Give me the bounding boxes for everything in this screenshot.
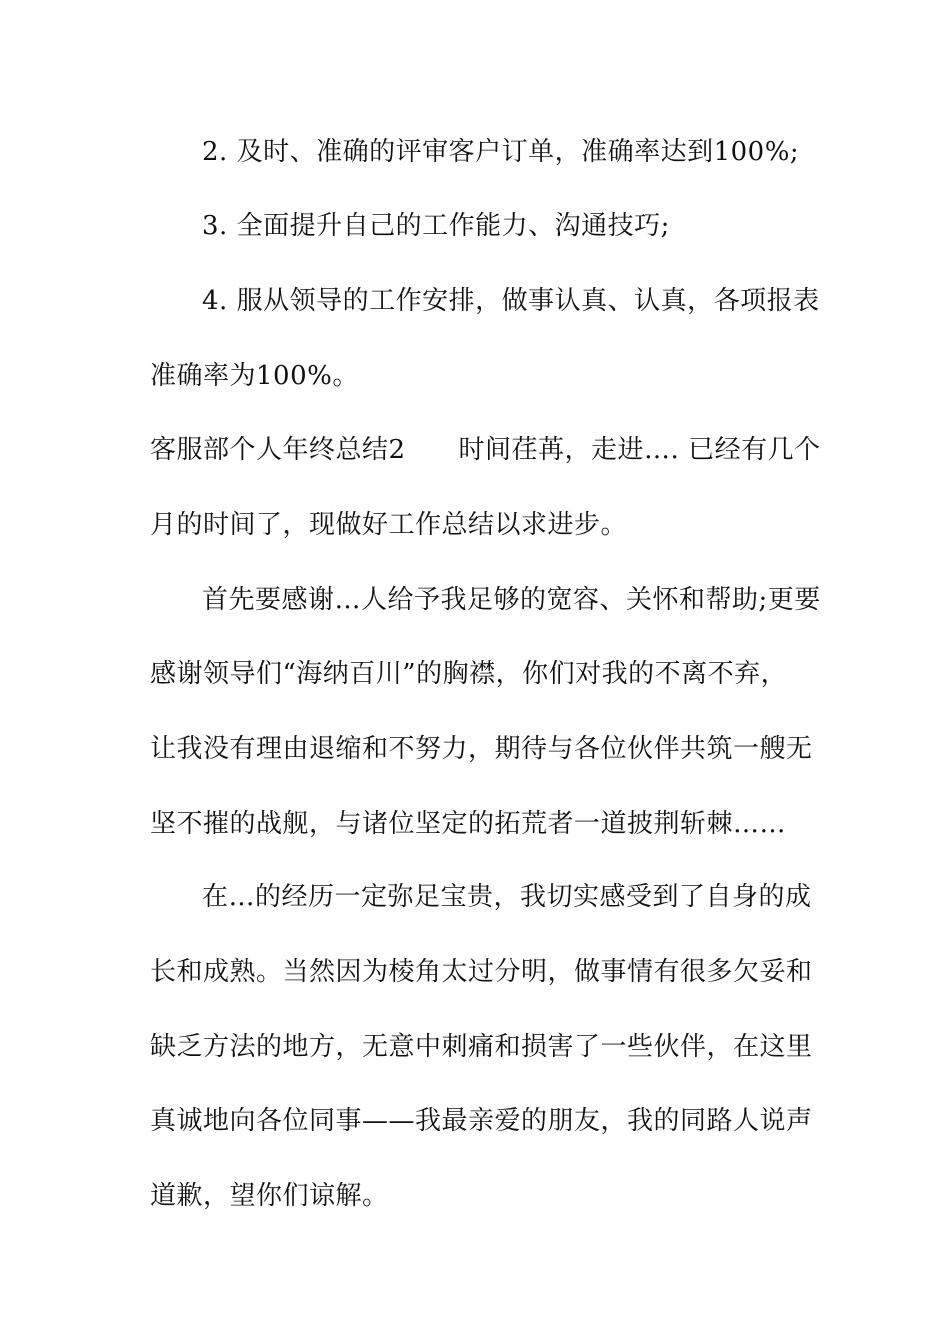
list-item-2: 2. 及时、准确的评审客户订单，准确率达到100%;	[202, 137, 800, 167]
list-item-4-continuation: 准确率为100%。	[150, 361, 359, 391]
paragraph-line: 长和成熟。当然因为棱角太过分明，做事情有很多欠妥和	[150, 957, 813, 987]
paragraph-line: 坚不摧的战舰，与诸位坚定的拓荒者一道披荆斩棘……	[150, 809, 787, 839]
paragraph-line: 首先要感谢…人给予我足够的宽容、关怀和帮助;更要	[202, 585, 821, 615]
paragraph-line: 感谢领导们“海纳百川”的胸襟，你们对我的不离不弃，	[150, 659, 788, 689]
paragraph-line: 真诚地向各位同事——我最亲爱的朋友，我的同路人说声	[150, 1106, 813, 1136]
list-item-3: 3. 全面提升自己的工作能力、沟通技巧;	[202, 211, 670, 241]
paragraph-line: 缺乏方法的地方，无意中刺痛和损害了一些伙伴，在这里	[150, 1032, 813, 1062]
list-item-4: 4. 服从领导的工作安排，做事认真、认真，各项报表	[202, 286, 820, 316]
paragraph-line: 让我没有理由退缩和不努力，期待与各位伙伴共筑一艘无	[150, 734, 813, 764]
section-heading-line: 客服部个人年终总结2 时间荏苒，走进…. 已经有几个	[150, 435, 821, 465]
paragraph-line: 道歉，望你们谅解。	[150, 1181, 389, 1211]
paragraph-line: 月的时间了，现做好工作总结以求进步。	[150, 510, 628, 540]
paragraph-line: 在…的经历一定弥足宝贵，我切实感受到了自身的成	[202, 882, 812, 912]
